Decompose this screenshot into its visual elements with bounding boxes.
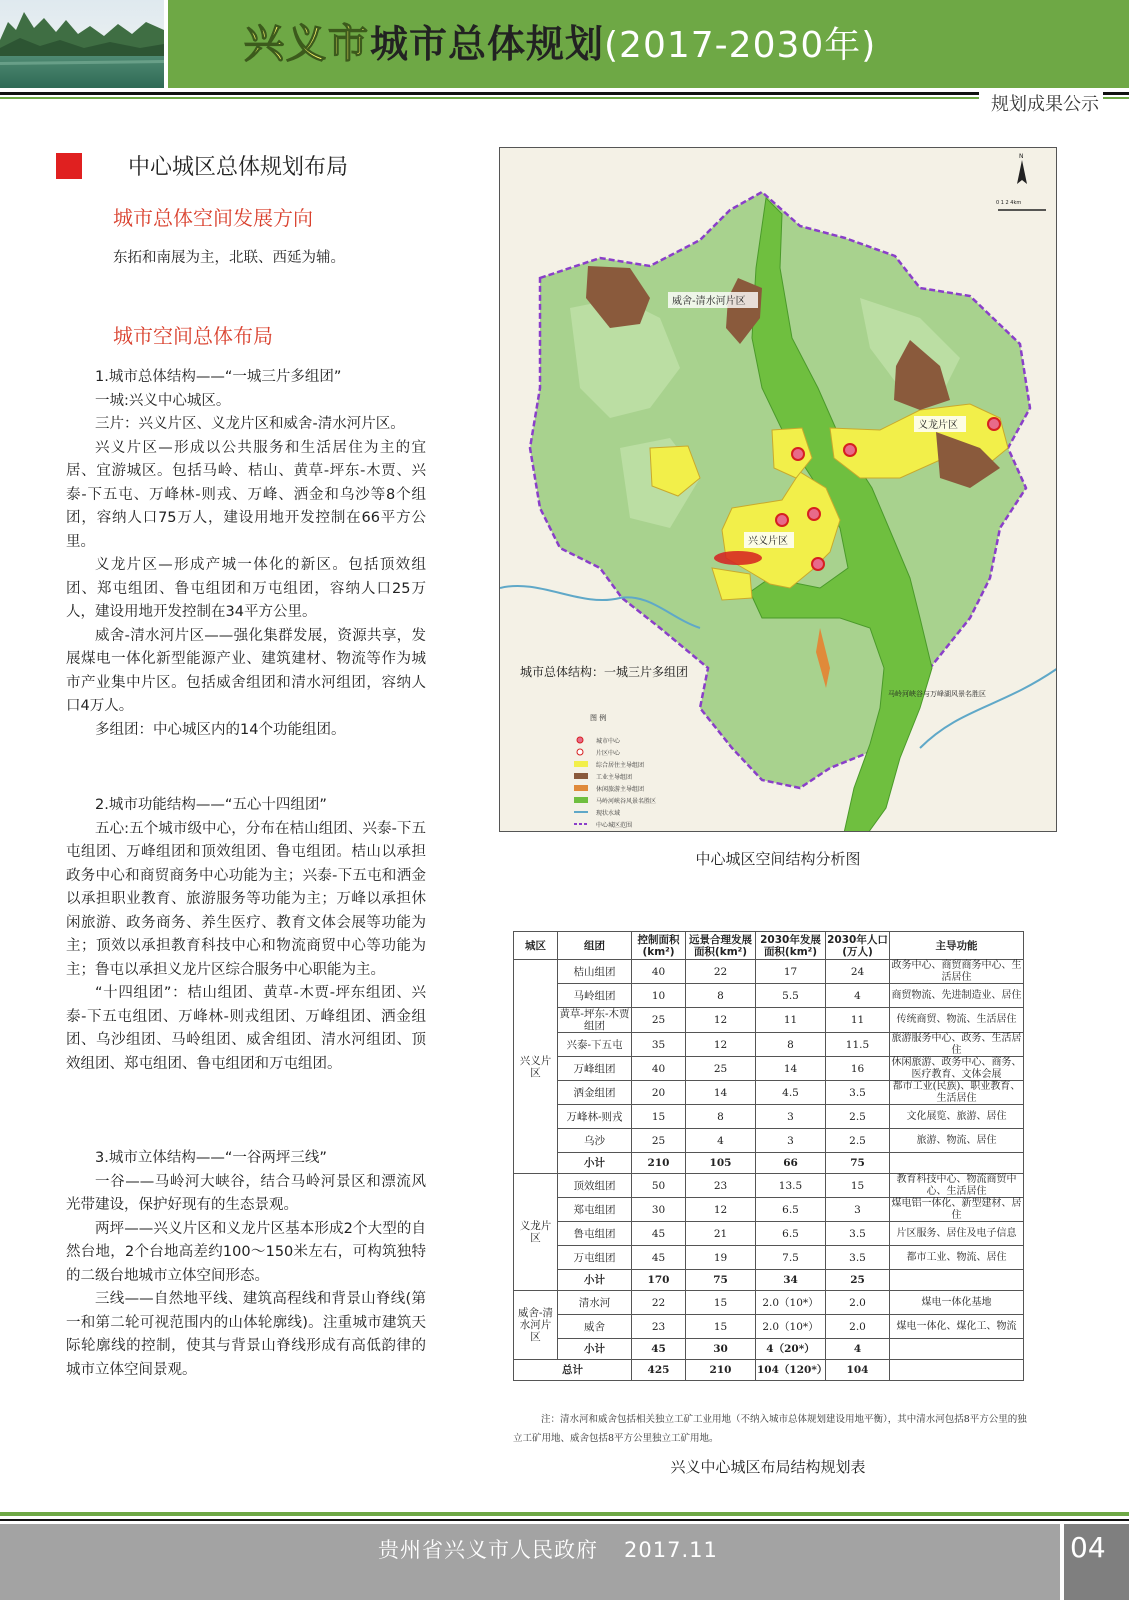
header-cell: 组团	[558, 932, 632, 960]
table-cell: 6.5	[756, 1222, 826, 1246]
table-cell: 40	[632, 1057, 686, 1081]
direction-paragraph: 东拓和南展为主，北联、西延为辅。	[113, 250, 345, 266]
page-number: 04	[1064, 1524, 1129, 1600]
map-structure-label: 城市总体结构：一城三片多组团	[520, 665, 689, 679]
paragraph-overall-structure: 1.城市总体结构——“一城三片多组团”	[95, 369, 342, 385]
table-row	[514, 1081, 1024, 1105]
table-cell: 8	[686, 984, 756, 1008]
table-cell: 旅游、物流、居住	[890, 1129, 1024, 1153]
table-cell: 21	[686, 1222, 756, 1246]
table-cell: 2.0	[826, 1315, 890, 1339]
table-cell: 105	[686, 1153, 756, 1174]
table-cell: 休闲旅游、政务中心、商务、医疗教育、文体会展	[891, 1057, 1022, 1080]
paragraph-three-lines: 三线——自然地平线、建筑高程线和背景山脊线(第一和第二轮可视范围内的山体轮廓线)。注重城市建筑天际轮廓线的控制，使其与背景山脊线形成有高低韵律的城市立体空间景观。	[66, 1291, 426, 1378]
table-cell: 旅游服务中心、政务、生活居住	[891, 1033, 1022, 1056]
table-cell: 34	[756, 1270, 826, 1291]
paragraph-vertical-structure: 3.城市立体结构——“一谷两坪三线”	[95, 1150, 327, 1166]
paragraph-one-city: 一城:兴义中心城区。	[95, 392, 231, 409]
structure-map	[499, 147, 1057, 832]
legend-item: 片区中心	[596, 750, 621, 757]
table-row	[514, 1008, 1024, 1033]
header-cell: 2030年发展面积(km²)	[756, 932, 826, 960]
table-row	[514, 960, 1024, 984]
table-cell: 30	[686, 1339, 756, 1360]
table-row	[514, 1315, 1024, 1339]
table-cell: 35	[632, 1033, 686, 1057]
paragraph-multi-groups: 多组团：中心城区内的14个功能组团。	[95, 721, 346, 738]
table-cell: 教育科技中心、物流商贸中心、生活居住	[890, 1174, 1024, 1198]
table-cell: 3.5	[826, 1081, 890, 1105]
table-cell: 威舍	[558, 1315, 632, 1339]
table-cell	[890, 1153, 1024, 1174]
table-row	[514, 1198, 1024, 1222]
table-cell: 2.0	[826, 1291, 890, 1315]
footer-date: 2017.11	[624, 1538, 718, 1562]
scale-bar-label: 0 1 2 4km	[996, 200, 1022, 206]
header-cell: 远景合理发展面积(km²)	[686, 932, 756, 960]
map-label-gorge: 马岭河峡谷与万峰湖风景名胜区	[888, 690, 986, 698]
table-cell: 15	[686, 1315, 756, 1339]
header-landscape-photo	[0, 0, 164, 88]
table-cell: 煤电一体化、煤化工、物流	[890, 1315, 1024, 1339]
table-cell: 6.5	[756, 1198, 826, 1222]
table-cell: 3.5	[826, 1222, 890, 1246]
table-cell: 210	[632, 1153, 686, 1174]
table-cell: 45	[632, 1246, 686, 1270]
header-rule-green	[0, 97, 1129, 99]
table-cell: 万屯组团	[558, 1246, 632, 1270]
legend-item: 现状水域	[596, 810, 621, 817]
subheading-direction: 城市总体空间发展方向	[113, 206, 313, 230]
header-cell: 城区	[514, 932, 558, 960]
table-cell: 40	[632, 960, 686, 984]
district-cell: 兴义片区	[514, 960, 558, 1174]
title-city: 兴义市	[244, 21, 370, 67]
table-cell: 3	[826, 1198, 890, 1222]
table-cell: 3	[756, 1129, 826, 1153]
table-cell: 小计	[558, 1270, 632, 1291]
table-cell: 22	[632, 1291, 686, 1315]
table-cell: 4.5	[756, 1081, 826, 1105]
footer-text	[378, 1534, 718, 1564]
function-body	[66, 794, 426, 1076]
table-cell: 75	[826, 1153, 890, 1174]
paragraph-fourteen-groups: “十四组团”：桔山组团、黄草-木贾-坪东组团、兴泰-下五屯组团、万峰林-则戎组团、万峰组团、洒金组团、乌沙组团、马岭组团、威舍组团、清水河组团、顶效组团、郑屯组团、鲁屯组团和万屯组团。	[66, 985, 426, 1072]
footer-organization: 贵州省兴义市人民政府	[378, 1538, 598, 1562]
table-cell: 10	[632, 984, 686, 1008]
table-cell: 25	[632, 1008, 686, 1033]
table-row	[514, 984, 1024, 1008]
table-cell: 总计	[514, 1360, 632, 1381]
table-cell: 商贸物流、先进制造业、居住	[890, 984, 1024, 1008]
table-cell: 2.5	[826, 1105, 890, 1129]
table-row	[514, 1057, 1024, 1081]
table-cell: 顶效组团	[558, 1174, 632, 1198]
legend-item: 中心城区范围	[596, 822, 633, 829]
table-row	[514, 1129, 1024, 1153]
table-cell: 4	[826, 1339, 890, 1360]
table-subtotal-row	[514, 1339, 1024, 1360]
table-cell: 都市工业(民族)、职业教育、生活居住	[890, 1081, 1024, 1105]
table-cell: 2.0（10*）	[756, 1291, 826, 1315]
table-cell: 政务中心、商贸商务中心、生活居住	[891, 960, 1022, 983]
table-cell: 8	[756, 1033, 826, 1057]
header-rule-dark	[0, 92, 1129, 95]
table-cell: 66	[756, 1153, 826, 1174]
legend-item: 城市中心	[596, 738, 621, 745]
table-cell: 都市工业、物流、居住	[890, 1246, 1024, 1270]
paragraph-three-districts: 三片：兴义片区、义龙片区和威舍-清水河片区。	[95, 416, 405, 432]
table-row	[514, 1174, 1024, 1198]
table-cell: 8	[686, 1105, 756, 1129]
table-cell: 12	[686, 1033, 756, 1057]
table-cell: 14	[756, 1057, 826, 1081]
table-cell: 鲁屯组团	[558, 1222, 632, 1246]
table-cell: 洒金组团	[558, 1081, 632, 1105]
table-cell: 2.5	[826, 1129, 890, 1153]
table-cell: 黄草-坪东-木贾组团	[559, 1008, 630, 1032]
paragraph-yilong-district: 义龙片区—形成产城一体化的新区。包括顶效组团、郑屯组团、鲁屯组团和万屯组团，容纳人口25万人，建设用地开发控制在34平方公里。	[66, 557, 426, 620]
legend-item: 休闲旅游主导组团	[596, 786, 645, 793]
legend-item: 综合居住主导组团	[596, 762, 645, 769]
table-cell: 45	[632, 1339, 686, 1360]
table-cell: 清水河	[558, 1291, 632, 1315]
table-cell: 11	[826, 1008, 890, 1033]
table-cell: 20	[632, 1081, 686, 1105]
map-caption: 中心城区空间结构分析图	[695, 850, 861, 868]
legend-item: 马岭河峡谷风景名胜区	[596, 798, 657, 805]
legend-item: 工业主导组团	[596, 774, 633, 781]
table-cell: 11	[756, 1008, 826, 1033]
table-subtotal-row	[514, 1270, 1024, 1291]
table-cell: 兴泰-下五屯	[558, 1033, 632, 1057]
paragraph-one-valley: 一谷——马岭河大峡谷，结合马岭河景区和漂流风光带建设，保护好现有的生态景观。	[66, 1173, 426, 1213]
table-cell: 15	[632, 1105, 686, 1129]
legend-title: 图 例	[590, 714, 607, 722]
table-row	[514, 1246, 1024, 1270]
table-cell: 7.5	[756, 1246, 826, 1270]
section-title: 中心城区总体规划布局	[128, 155, 349, 180]
table-row	[514, 1105, 1024, 1129]
table-cell: 15	[826, 1174, 890, 1198]
table-cell: 104（120*）	[756, 1360, 826, 1381]
table-cell: 25	[632, 1129, 686, 1153]
table-cell: 小计	[558, 1153, 632, 1174]
map-label-yilong: 义龙片区	[918, 420, 958, 431]
table-cell: 50	[632, 1174, 686, 1198]
structure-map-drawing	[500, 148, 1057, 832]
table-cell: 乌沙	[558, 1129, 632, 1153]
table-cell: 煤电一体化基地	[890, 1291, 1024, 1315]
table-cell	[890, 1339, 1024, 1360]
table-cell: 小计	[558, 1339, 632, 1360]
table-cell: 13.5	[756, 1174, 826, 1198]
table-cell: 12	[686, 1198, 756, 1222]
table-cell: 45	[632, 1222, 686, 1246]
table-total-row	[514, 1360, 1024, 1381]
table-cell: 24	[826, 960, 890, 984]
table-cell: 19	[686, 1246, 756, 1270]
layout-body	[66, 366, 426, 742]
table-cell: 11.5	[826, 1033, 890, 1057]
map-label-xingyi: 兴义片区	[748, 536, 788, 547]
table-cell: 马岭组团	[558, 984, 632, 1008]
section-marker-square	[56, 153, 82, 179]
table-cell: 3.5	[826, 1246, 890, 1270]
table-cell: 170	[632, 1270, 686, 1291]
vertical-body	[66, 1147, 426, 1382]
table-subtotal-row	[514, 1153, 1024, 1174]
table-header-row	[514, 932, 1024, 960]
table-cell: 25	[686, 1057, 756, 1081]
table-cell: 210	[686, 1360, 756, 1381]
table-cell: 2.0（10*）	[756, 1315, 826, 1339]
landscape-photo-image	[0, 0, 164, 88]
table-cell	[890, 1360, 1024, 1381]
table-row	[514, 1291, 1024, 1315]
table-caption: 兴义中心城区布局结构规划表	[670, 1458, 866, 1476]
table-cell	[890, 1270, 1024, 1291]
title-years: (2017-2030年)	[604, 25, 877, 66]
table-cell: 22	[686, 960, 756, 984]
header-cell: 2030年人口(万人)	[827, 933, 888, 958]
table-cell: 传统商贸、物流、生活居住	[890, 1008, 1024, 1033]
paragraph-five-centers: 五心:五个城市级中心，分布在桔山组团、兴泰-下五屯组团、万峰组团和顶效组团、鲁屯组团。桔山以承担政务中心和商贸商务中心功能为主；兴泰-下五屯和洒金以承担职业教育、旅游服务等功能为主；万峰以承担休闲旅游、政务商务、养生医疗、教育文体会展等功能为主；顶效以承担教育科技中心和物流商贸中心等功能为主；鲁屯以承担义龙片区综合服务中心职能为主。	[66, 820, 426, 978]
table-cell: 23	[632, 1315, 686, 1339]
document-title	[244, 16, 876, 72]
footer-rule-green	[0, 1512, 1129, 1516]
footer-rule-dark	[0, 1519, 1129, 1521]
paragraph-two-terraces: 两坪——兴义片区和义龙片区基本形成2个大型的自然台地，2个台地高差约100～150米左右，可构筑独特的二级台地城市立体空间形态。	[66, 1220, 426, 1284]
table-cell: 25	[826, 1270, 890, 1291]
table-cell: 4	[826, 984, 890, 1008]
city-center-marker	[792, 448, 804, 460]
table-cell: 23	[686, 1174, 756, 1198]
table-cell: 万峰组团	[558, 1057, 632, 1081]
table-note: 注：清水河和威舍包括相关独立工矿工业用地（不纳入城市总体规划建设用地平衡），其中清水河包括8平方公里的独立工矿用地、威舍包括8平方公里独立工矿用地。	[513, 1414, 1027, 1444]
table-row	[514, 1033, 1024, 1057]
header-subtitle: 规划成果公示	[979, 92, 1103, 118]
table-cell: 3	[756, 1105, 826, 1129]
table-cell: 桔山组团	[558, 960, 632, 984]
table-cell: 15	[686, 1291, 756, 1315]
header-cell: 控制面积(km²)	[632, 932, 686, 960]
direction-text	[113, 247, 433, 271]
table-cell: 万峰林-则戎	[558, 1105, 632, 1129]
paragraph-function-structure: 2.城市功能结构——“五心十四组团”	[95, 797, 327, 813]
leisure-zone-strip	[714, 551, 762, 565]
table-cell: 425	[632, 1360, 686, 1381]
header-cell: 主导功能	[890, 932, 1024, 960]
layout-structure-table	[513, 931, 1024, 1381]
table-cell: 4	[686, 1129, 756, 1153]
table-cell: 5.5	[756, 984, 826, 1008]
table-cell: 4（20*）	[756, 1339, 826, 1360]
table-cell: 17	[756, 960, 826, 984]
table-cell: 文化展览、旅游、居住	[890, 1105, 1024, 1129]
table-cell: 郑屯组团	[558, 1198, 632, 1222]
table-row	[514, 1222, 1024, 1246]
table-cell: 75	[686, 1270, 756, 1291]
table-cell: 14	[686, 1081, 756, 1105]
table-cell: 12	[686, 1008, 756, 1033]
table-cell: 104	[826, 1360, 890, 1381]
table-cell: 16	[826, 1057, 890, 1081]
north-arrow-label: N	[1019, 153, 1024, 160]
map-label-weishe: 威舍-清水河片区	[672, 296, 746, 307]
district-cell: 威舍-清水河片区	[514, 1291, 558, 1360]
paragraph-weishe-district: 威舍-清水河片区——强化集群发展，资源共享，发展煤电一体化新型能源产业、建筑建材、物流等作为城市产业集中片区。包括威舍组团和清水河组团，容纳人口4万人。	[66, 627, 426, 714]
district-cell: 义龙片区	[514, 1174, 558, 1291]
table-cell: 30	[632, 1198, 686, 1222]
title-plan: 城市总体规划	[370, 22, 605, 66]
table-cell: 片区服务、居住及电子信息	[890, 1222, 1024, 1246]
table-body	[514, 960, 1024, 1381]
subheading-layout: 城市空间总体布局	[113, 324, 273, 348]
table-cell: 煤电铝一体化、新型建材、居住	[891, 1198, 1022, 1221]
paragraph-xingyi-district: 兴义片区—形成以公共服务和生活居住为主的宜居、宜游城区。包括马岭、桔山、黄草-坪东-木贾、兴泰-下五屯、万峰林-则戎、万峰、洒金和乌沙等8个组团，容纳人口75万人，建设用地开发控制在66平方公里。	[66, 439, 426, 550]
